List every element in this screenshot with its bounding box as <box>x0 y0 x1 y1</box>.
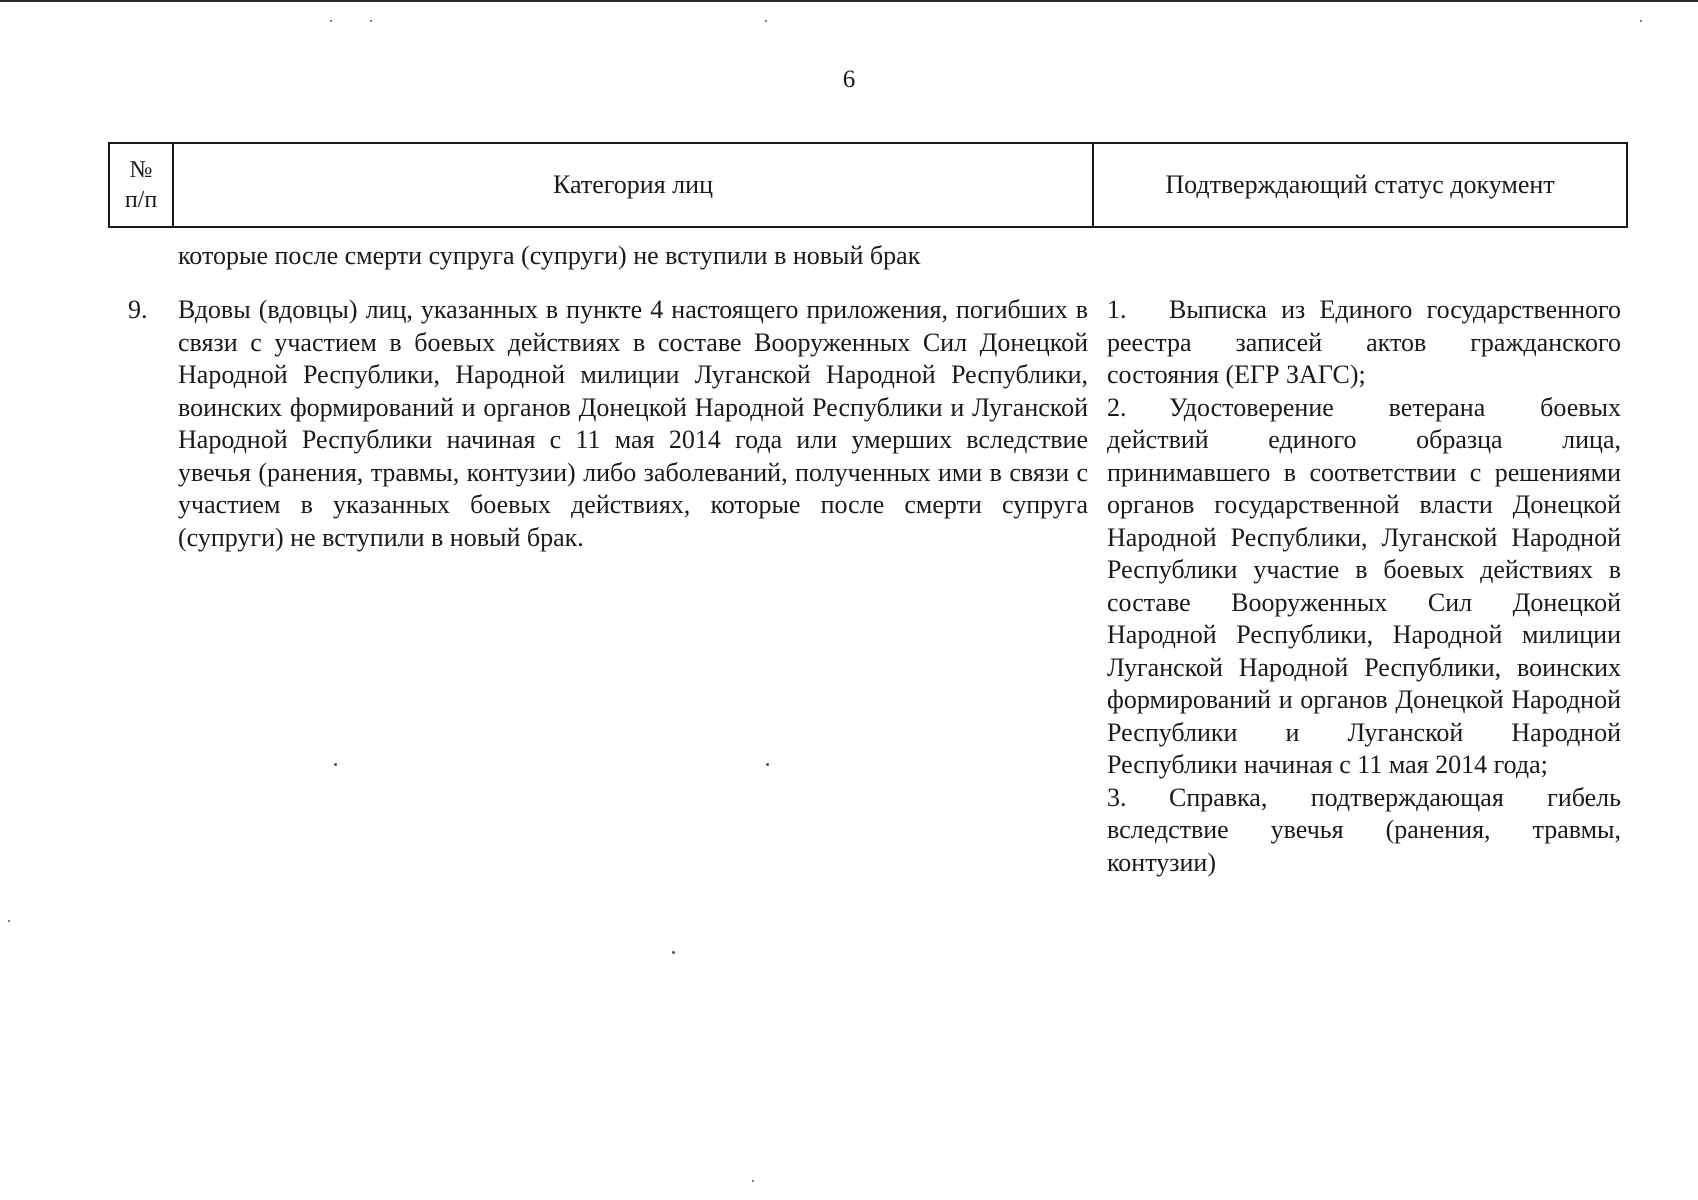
scan-speck <box>765 20 767 22</box>
page-number: 6 <box>842 66 856 93</box>
header-number-symbol: № <box>129 157 153 183</box>
document-item-number: 3. <box>1107 782 1127 812</box>
document-item-text: Выписка из Единого государственного реестра записей актов гражданского состояния (ЕГР ЗАГС); <box>1107 295 1621 389</box>
scan-speck <box>1640 20 1642 22</box>
scan-speck <box>766 763 769 766</box>
document-item-number: 2. <box>1107 392 1127 422</box>
scan-speck <box>8 920 10 922</box>
row-number: 9. <box>128 295 148 324</box>
header-document: Подтверждающий статус документ <box>1165 170 1555 199</box>
row-documents <box>1107 294 1621 879</box>
header-category: Категория лиц <box>174 144 1094 226</box>
document-item-text: Удостоверение ветерана боевых действий единого образца лица, принимавшего в соответствии с решениями органов государственной власти Донецкой Народной Республики, Луганской Народной Республики участие в боевых действиях в составе Вооруженных Сил Донецкой Народной Республики, Народной милиции Луганской Народной Республики, воинских формирований и органов Донецкой Народной Республики и Луганской Народной Республики начиная с 11 мая 2014 года; <box>1107 392 1621 779</box>
document-item <box>1107 782 1621 880</box>
document-item <box>1107 294 1621 392</box>
scan-speck <box>752 1180 754 1182</box>
row-category-text: Вдовы (вдовцы) лиц, указанных в пункте 4 настоящего приложения, погибших в связи с участием в боевых действиях в составе Вооруженных Сил Донецкой Народной Республики, Народной милиции Луганской Народной Республики, воинских формирований и органов Донецкой Народной Республики и Луганской Народной Республики начиная с 11 мая 2014 года или умерших вследствие увечья (ранения, травмы, контузии) либо заболеваний, полученных ими в связи с участием в указанных боевых действиях, которые после смерти супруга (супруги) не вступили в новый брак. <box>178 295 1088 552</box>
header-number-cell <box>110 144 174 226</box>
scan-speck <box>370 20 372 22</box>
table-header <box>108 142 1628 228</box>
header-number-abbrev: п/п <box>124 187 158 213</box>
scan-speck <box>334 763 337 766</box>
scan-speck <box>330 20 332 22</box>
document-item-text: Справка, подтверждающая гибель вследствие увечья (ранения, травмы, контузии) <box>1107 782 1621 877</box>
scan-speck <box>672 951 675 954</box>
document-item-number: 1. <box>1107 295 1127 324</box>
scan-top-rule <box>0 0 1698 2</box>
document-item <box>1107 392 1621 782</box>
continuation-text: которые после смерти супруга (супруги) не вступили в новый брак <box>178 241 921 270</box>
